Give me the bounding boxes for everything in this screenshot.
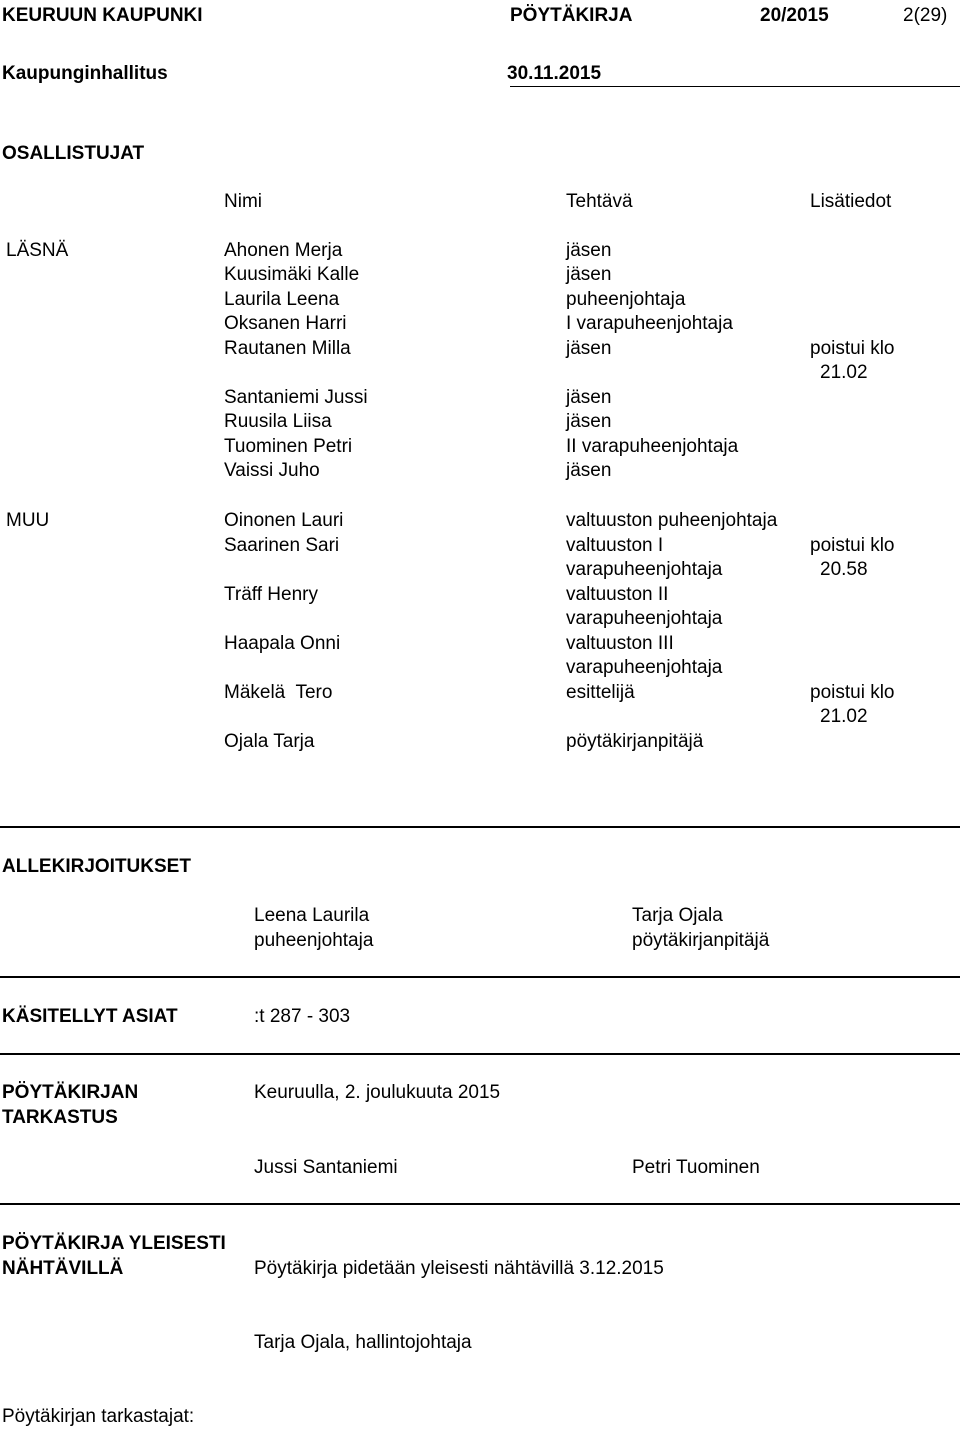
- participant-note: poistui klo: [810, 535, 895, 556]
- participant-role: jäsen: [566, 264, 612, 285]
- public-heading-line1: PÖYTÄKIRJA YLEISESTI: [2, 1233, 226, 1254]
- review-place-date: Keuruulla, 2. joulukuuta 2015: [254, 1082, 501, 1103]
- signer-name-right: Tarja Ojala: [632, 905, 723, 926]
- meeting-body: Kaupunginhallitus: [2, 63, 168, 84]
- participant-role: jäsen: [566, 338, 612, 359]
- participant-name: Laurila Leena: [224, 289, 340, 310]
- participant-role: puheenjohtaja: [566, 289, 686, 310]
- participant-role: jäsen: [566, 387, 612, 408]
- public-heading-line2: NÄHTÄVILLÄ: [2, 1258, 124, 1279]
- participant-name: Tuominen Petri: [224, 436, 353, 457]
- participant-role: valtuuston puheenjohtaja: [566, 510, 778, 531]
- items-range: :t 287 - 303: [254, 1006, 351, 1027]
- column-header-role: Tehtävä: [566, 191, 633, 212]
- participant-role: valtuuston I: [566, 535, 664, 556]
- doc-type: PÖYTÄKIRJA: [510, 5, 633, 26]
- participant-name: Vaissi Juho: [224, 460, 320, 481]
- section-divider: [0, 1203, 960, 1205]
- participant-name: Kuusimäki Kalle: [224, 264, 360, 285]
- participant-note: poistui klo: [810, 682, 895, 703]
- org-name: KEURUUN KAUPUNKI: [2, 5, 203, 26]
- participant-role-cont: varapuheenjohtaja: [566, 559, 723, 580]
- participant-name: Haapala Onni: [224, 633, 341, 654]
- participant-role: valtuuston II: [566, 584, 669, 605]
- signer-name-left: Leena Laurila: [254, 905, 370, 926]
- signer-role-right: pöytäkirjanpitäjä: [632, 930, 770, 951]
- participant-role: I varapuheenjohtaja: [566, 313, 733, 334]
- participant-role-cont: varapuheenjohtaja: [566, 657, 723, 678]
- participant-name: Ojala Tarja: [224, 731, 315, 752]
- page-number: 2(29): [903, 5, 948, 26]
- signatures-heading: ALLEKIRJOITUKSET: [2, 856, 191, 877]
- other-label: MUU: [6, 510, 50, 531]
- participant-role-cont: varapuheenjohtaja: [566, 608, 723, 629]
- review-heading-line2: TARKASTUS: [2, 1107, 118, 1128]
- section-divider: [0, 826, 960, 828]
- participant-name: Mäkelä Tero: [224, 682, 333, 703]
- participant-role: jäsen: [566, 460, 612, 481]
- participant-name: Santaniemi Jussi: [224, 387, 368, 408]
- present-label: LÄSNÄ: [6, 240, 69, 261]
- participant-name: Oksanen Harri: [224, 313, 347, 334]
- participant-name: Rautanen Milla: [224, 338, 351, 359]
- participant-name: Ahonen Merja: [224, 240, 343, 261]
- participant-role: II varapuheenjohtaja: [566, 436, 739, 457]
- participant-name: Ruusila Liisa: [224, 411, 332, 432]
- participant-name: Oinonen Lauri: [224, 510, 344, 531]
- column-header-name: Nimi: [224, 191, 262, 212]
- participant-name: Träff Henry: [224, 584, 318, 605]
- section-divider: [0, 1053, 960, 1055]
- participant-note-time: 20.58: [820, 559, 868, 580]
- participant-note-time: 21.02: [820, 706, 868, 727]
- public-notice-signer: Tarja Ojala, hallintojohtaja: [254, 1332, 472, 1353]
- participant-role: esittelijä: [566, 682, 635, 703]
- header-divider: [510, 86, 960, 87]
- doc-number: 20/2015: [760, 5, 829, 26]
- participant-role: jäsen: [566, 411, 612, 432]
- participant-role: valtuuston III: [566, 633, 674, 654]
- section-divider: [0, 976, 960, 978]
- participant-name: Saarinen Sari: [224, 535, 340, 556]
- participant-note: poistui klo: [810, 338, 895, 359]
- participant-role: pöytäkirjanpitäjä: [566, 731, 704, 752]
- review-heading-line1: PÖYTÄKIRJAN: [2, 1082, 139, 1103]
- items-heading: KÄSITELLYT ASIAT: [2, 1006, 178, 1027]
- participant-role: jäsen: [566, 240, 612, 261]
- reviewers-label: Pöytäkirjan tarkastajat:: [2, 1406, 195, 1427]
- meeting-date: 30.11.2015: [507, 63, 602, 84]
- reviewer-name-left: Jussi Santaniemi: [254, 1157, 398, 1178]
- participants-heading: OSALLISTUJAT: [2, 143, 145, 164]
- participant-note-time: 21.02: [820, 362, 868, 383]
- signer-role-left: puheenjohtaja: [254, 930, 374, 951]
- reviewer-name-right: Petri Tuominen: [632, 1157, 760, 1178]
- column-header-info: Lisätiedot: [810, 191, 892, 212]
- public-notice-text: Pöytäkirja pidetään yleisesti nähtävillä 3.12.2015: [254, 1258, 664, 1279]
